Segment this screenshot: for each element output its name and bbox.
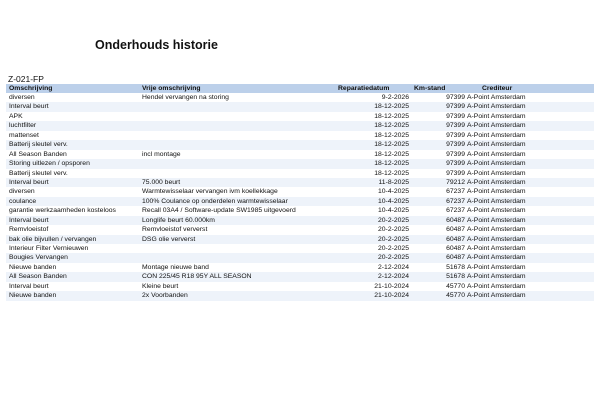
cell-omschrijving: garantie werkzaamheden kosteloos — [9, 207, 116, 215]
cell-omschrijving: All Season Banden — [9, 150, 67, 158]
cell-vrije-omschrijving: Warmtewisselaar vervangen ivm koellekkage — [142, 188, 278, 196]
cell-reparatiedatum: 18-12-2025 — [374, 160, 409, 168]
cell-reparatiedatum: 20-2-2025 — [378, 235, 409, 243]
table-row — [6, 244, 594, 253]
cell-reparatiedatum: 18-12-2025 — [374, 103, 409, 111]
table-row — [6, 102, 594, 111]
cell-crediteur: A-Point Amsterdam — [467, 112, 526, 120]
table-row — [6, 206, 594, 215]
cell-omschrijving: coulance — [9, 197, 37, 205]
cell-reparatiedatum: 18-12-2025 — [374, 150, 409, 158]
table-row — [6, 282, 594, 291]
cell-vrije-omschrijving: incl montage — [142, 150, 181, 158]
cell-km-stand: 67237 — [446, 207, 465, 215]
cell-crediteur: A-Point Amsterdam — [467, 141, 526, 149]
cell-km-stand: 97399 — [446, 160, 465, 168]
table-row — [6, 121, 594, 130]
cell-reparatiedatum: 10-4-2025 — [378, 188, 409, 196]
cell-crediteur: A-Point Amsterdam — [467, 169, 526, 177]
column-header-vrije-omschrijving: Vrije omschrijving — [142, 85, 201, 92]
table-row — [6, 291, 594, 300]
cell-km-stand: 51678 — [446, 263, 465, 271]
cell-crediteur: A-Point Amsterdam — [467, 235, 526, 243]
cell-reparatiedatum: 18-12-2025 — [374, 122, 409, 130]
table-row — [6, 235, 594, 244]
cell-reparatiedatum: 21-10-2024 — [374, 282, 409, 290]
table-body — [6, 93, 594, 301]
cell-km-stand: 97399 — [446, 131, 465, 139]
cell-omschrijving: luchtfilter — [9, 122, 37, 130]
cell-omschrijving: APK — [9, 112, 23, 120]
cell-km-stand: 79212 — [446, 178, 465, 186]
cell-crediteur: A-Point Amsterdam — [467, 122, 526, 130]
cell-crediteur: A-Point Amsterdam — [467, 103, 526, 111]
cell-km-stand: 67237 — [446, 197, 465, 205]
cell-omschrijving: bak olie bijvullen / vervangen — [9, 235, 97, 243]
cell-km-stand: 45770 — [446, 282, 465, 290]
cell-km-stand: 97399 — [446, 169, 465, 177]
cell-km-stand: 60487 — [446, 226, 465, 234]
cell-omschrijving: Interval beurt — [9, 103, 49, 111]
page-title: Onderhouds historie — [95, 38, 218, 52]
cell-reparatiedatum: 10-4-2025 — [378, 207, 409, 215]
column-header-km-stand: Km-stand — [414, 85, 446, 92]
cell-km-stand: 97399 — [446, 112, 465, 120]
cell-vrije-omschrijving: Longlife beurt 60.000km — [142, 216, 215, 224]
cell-crediteur: A-Point Amsterdam — [467, 273, 526, 281]
cell-reparatiedatum: 18-12-2025 — [374, 112, 409, 120]
cell-reparatiedatum: 2-12-2024 — [378, 273, 409, 281]
cell-km-stand: 97399 — [446, 150, 465, 158]
table-row — [6, 187, 594, 196]
cell-omschrijving: Batterij sleutel verv. — [9, 169, 68, 177]
cell-crediteur: A-Point Amsterdam — [467, 226, 526, 234]
cell-km-stand: 67237 — [446, 188, 465, 196]
cell-omschrijving: Batterij sleutel verv. — [9, 141, 68, 149]
cell-reparatiedatum: 20-2-2025 — [378, 245, 409, 252]
cell-omschrijving: mattenset — [9, 131, 39, 139]
cell-reparatiedatum: 20-2-2025 — [378, 216, 409, 224]
table-row — [6, 263, 594, 272]
cell-crediteur: A-Point Amsterdam — [467, 245, 526, 252]
cell-km-stand: 60487 — [446, 254, 465, 262]
cell-crediteur: A-Point Amsterdam — [467, 178, 526, 186]
cell-crediteur: A-Point Amsterdam — [467, 197, 526, 205]
cell-crediteur: A-Point Amsterdam — [467, 263, 526, 271]
cell-crediteur: A-Point Amsterdam — [467, 188, 526, 196]
cell-km-stand: 45770 — [446, 292, 465, 300]
cell-vrije-omschrijving: Kleine beurt — [142, 282, 179, 290]
cell-km-stand: 97399 — [446, 122, 465, 130]
cell-km-stand: 97399 — [446, 94, 465, 101]
cell-omschrijving: Storing uitlezen / opsporen — [9, 160, 90, 168]
cell-omschrijving: Nieuwe banden — [9, 263, 57, 271]
table-row — [6, 253, 594, 262]
cell-km-stand: 97399 — [446, 141, 465, 149]
cell-omschrijving: Nieuwe banden — [9, 292, 57, 300]
cell-reparatiedatum: 9-2-2026 — [381, 94, 409, 101]
cell-vrije-omschrijving: Remvloeistof ververst — [142, 226, 208, 234]
cell-vrije-omschrijving: Montage nieuwe band — [142, 263, 209, 271]
cell-vrije-omschrijving: CON 225/45 R18 95Y ALL SEASON — [142, 273, 252, 281]
license-plate: Z-021-FP — [8, 74, 44, 84]
cell-vrije-omschrijving: Hendel vervangen na storing — [142, 94, 229, 101]
table-row — [6, 150, 594, 159]
cell-reparatiedatum: 2-12-2024 — [378, 263, 409, 271]
cell-omschrijving: diversen — [9, 94, 35, 101]
cell-crediteur: A-Point Amsterdam — [467, 160, 526, 168]
table-row — [6, 112, 594, 121]
cell-omschrijving: Interval beurt — [9, 216, 49, 224]
table-row — [6, 159, 594, 168]
cell-crediteur: A-Point Amsterdam — [467, 254, 526, 262]
table-row — [6, 225, 594, 234]
cell-crediteur: A-Point Amsterdam — [467, 282, 526, 290]
cell-km-stand: 60487 — [446, 216, 465, 224]
table-row — [6, 197, 594, 206]
table-header — [6, 84, 594, 93]
cell-reparatiedatum: 18-12-2025 — [374, 131, 409, 139]
cell-vrije-omschrijving: 75.000 beurt — [142, 178, 181, 186]
cell-omschrijving: Interval beurt — [9, 178, 49, 186]
cell-omschrijving: Bougies Vervangen — [9, 254, 68, 262]
column-header-crediteur: Crediteur — [482, 85, 513, 92]
cell-vrije-omschrijving: 2x Voorbanden — [142, 292, 188, 300]
table-row — [6, 272, 594, 281]
cell-reparatiedatum: 20-2-2025 — [378, 226, 409, 234]
cell-km-stand: 51678 — [446, 273, 465, 281]
cell-omschrijving: All Season Banden — [9, 273, 67, 281]
table-row — [6, 178, 594, 187]
table-row — [6, 216, 594, 225]
cell-km-stand: 60487 — [446, 235, 465, 243]
cell-reparatiedatum: 20-2-2025 — [378, 254, 409, 262]
table-row — [6, 169, 594, 178]
cell-omschrijving: Interval beurt — [9, 282, 49, 290]
cell-reparatiedatum: 18-12-2025 — [374, 141, 409, 149]
cell-km-stand: 60487 — [446, 245, 465, 252]
cell-crediteur: A-Point Amsterdam — [467, 94, 526, 101]
cell-crediteur: A-Point Amsterdam — [467, 207, 526, 215]
cell-reparatiedatum: 18-12-2025 — [374, 169, 409, 177]
cell-omschrijving: Interieur Filter Vernieuwen — [9, 245, 89, 252]
cell-crediteur: A-Point Amsterdam — [467, 150, 526, 158]
cell-crediteur: A-Point Amsterdam — [467, 292, 526, 300]
cell-omschrijving: diversen — [9, 188, 35, 196]
cell-crediteur: A-Point Amsterdam — [467, 216, 526, 224]
table-row — [6, 93, 594, 102]
cell-reparatiedatum: 10-4-2025 — [378, 197, 409, 205]
cell-omschrijving: Remvloeistof — [9, 226, 49, 234]
table-row — [6, 140, 594, 149]
cell-km-stand: 97399 — [446, 103, 465, 111]
cell-vrije-omschrijving: DSG olie ververst — [142, 235, 196, 243]
cell-vrije-omschrijving: 100% Coulance op onderdelen warmtewisselaar — [142, 197, 288, 205]
cell-reparatiedatum: 11-8-2025 — [378, 178, 409, 186]
column-header-omschrijving: Omschrijving — [9, 85, 53, 92]
maintenance-table — [6, 84, 594, 301]
cell-vrije-omschrijving: Recall 03A4 / Software-update SW1985 uitgevoerd — [142, 207, 296, 215]
table-row — [6, 131, 594, 140]
column-header-reparatiedatum: Reparatiedatum — [338, 85, 390, 92]
cell-reparatiedatum: 21-10-2024 — [374, 292, 409, 300]
cell-crediteur: A-Point Amsterdam — [467, 131, 526, 139]
